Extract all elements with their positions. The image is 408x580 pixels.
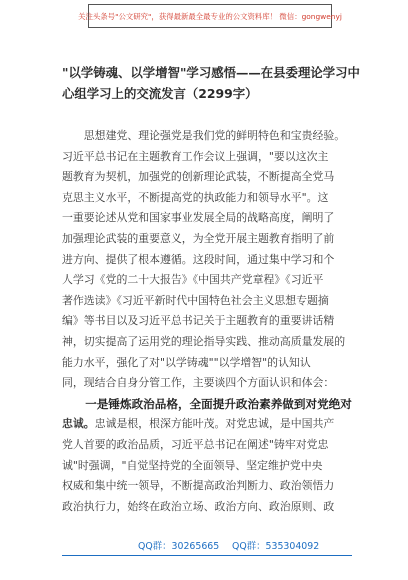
header-banner	[78, 4, 342, 28]
section-heading: 一是锤炼政治品格，全面提升政治素养做到对党绝对	[62, 396, 352, 411]
section-tail: 忠诚是根，根深方能叶茂。对党忠诚，是中国共产	[94, 417, 335, 431]
body-line: 党人首要的政治品质，习近平总书记在阐述"铸牢对党忠	[62, 437, 329, 451]
body-line: 神，切实提高了运用党的理论指导实践、推动高质量发展的	[62, 334, 346, 348]
body-line: 加强理论武装的重要意义，为全党开展主题教育指明了前	[62, 231, 335, 245]
body-line: 权威和集中统一领导，不断提高政治判断力、政治领悟力	[62, 479, 335, 493]
document-body	[62, 126, 362, 517]
body-line: 诚"时强调，"自觉坚持党的全面领导、坚定维护党中央	[62, 458, 323, 472]
title-line: "以学铸魂、以学增智"学习感悟——在县委理论学习中	[62, 65, 360, 80]
body-line: 进方向、提供了根本遵循。这段时间，通过集中学习和个	[62, 252, 335, 266]
body-line: 著作选读》《习近平新时代中国特色社会主义思想专题摘	[62, 293, 329, 307]
body-line: 同，现结合自身分管工作，主要谈四个方面认识和体会：	[62, 376, 335, 390]
body-line: 思想建党、理论强党是我们党的鲜明特色和宝贵经验。	[62, 129, 346, 142]
section-heading-continuation	[62, 414, 362, 435]
title-line: 心组学习上的交流发言（2299字）	[62, 86, 258, 101]
qq-group-left: QQ群：30265665	[138, 541, 220, 552]
body-line: 克思主义水平，不断提高党的执政能力和领导水平"。这	[62, 190, 329, 204]
body-line: 一重要论述从党和国家事业发展全局的战略高度，阐明了	[62, 211, 335, 225]
section-heading-end: 忠诚。	[62, 417, 95, 431]
footer-divider	[62, 555, 352, 556]
body-line: 习近平总书记在主题教育工作会议上强调，"要以这次主	[62, 149, 329, 163]
body-line: 编》等书目以及习近平总书记关于主题教育的重要讲话精	[62, 314, 335, 328]
body-line: 题教育为契机，加强党的创新理论武装，不断提高全党马	[62, 170, 335, 184]
qq-group-right: QQ群：535304092	[232, 541, 320, 552]
footer	[0, 538, 408, 554]
body-line: 政治执行力，始终在政治立场、政治方向、政治原则、政	[62, 499, 335, 513]
banner-text: 关注头条号"公文研究"，获得最新最全最专业的公文资料库！ 微信：gongwenyj	[78, 11, 342, 21]
body-line: 人学习《党的二十大报告》《中国共产党章程》《习近平	[62, 273, 324, 287]
body-line: 能力水平，强化了对"以学铸魂""以学增智"的认知认	[62, 355, 311, 369]
document-title	[62, 62, 362, 104]
